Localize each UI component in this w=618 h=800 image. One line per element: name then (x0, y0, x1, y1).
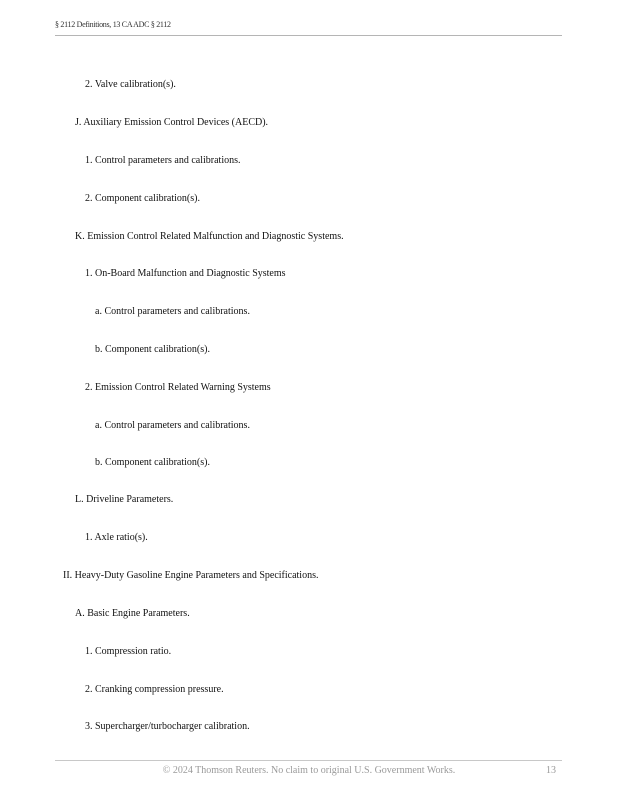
outline-item: J. Auxiliary Emission Control Devices (AECD). (75, 117, 269, 128)
outline-item: a. Control parameters and calibrations. (95, 420, 250, 431)
outline-item: a. Control parameters and calibrations. (95, 306, 250, 317)
header-divider (55, 35, 562, 36)
outline-item: 3. Supercharger/turbocharger calibration. (85, 721, 250, 732)
outline-item: 2. Cranking compression pressure. (85, 684, 224, 695)
page-number: 13 (546, 765, 556, 776)
running-header: § 2112 Definitions, 13 CA ADC § 2112 (55, 20, 171, 29)
outline-item: b. Component calibration(s). (95, 457, 210, 468)
outline-item: K. Emission Control Related Malfunction and Diagnostic Systems. (75, 231, 344, 242)
outline-item: 1. Compression ratio. (85, 646, 172, 657)
outline-item: 1. On-Board Malfunction and Diagnostic Systems (85, 268, 286, 279)
footer-divider (55, 760, 562, 761)
outline-item: 2. Component calibration(s). (85, 193, 200, 204)
outline-item: L. Driveline Parameters. (75, 494, 174, 505)
outline-item: b. Component calibration(s). (95, 344, 210, 355)
copyright-notice: © 2024 Thomson Reuters. No claim to original U.S. Government Works. (162, 765, 456, 776)
outline-item: A. Basic Engine Parameters. (75, 608, 190, 619)
outline-item: 2. Valve calibration(s). (85, 79, 176, 90)
outline-item: 1. Control parameters and calibrations. (85, 155, 241, 166)
outline-item: 2. Emission Control Related Warning Systems (85, 382, 271, 393)
outline-item: 1. Axle ratio(s). (85, 532, 148, 543)
outline-item: II. Heavy-Duty Gasoline Engine Parameters and Specifications. (63, 570, 319, 581)
